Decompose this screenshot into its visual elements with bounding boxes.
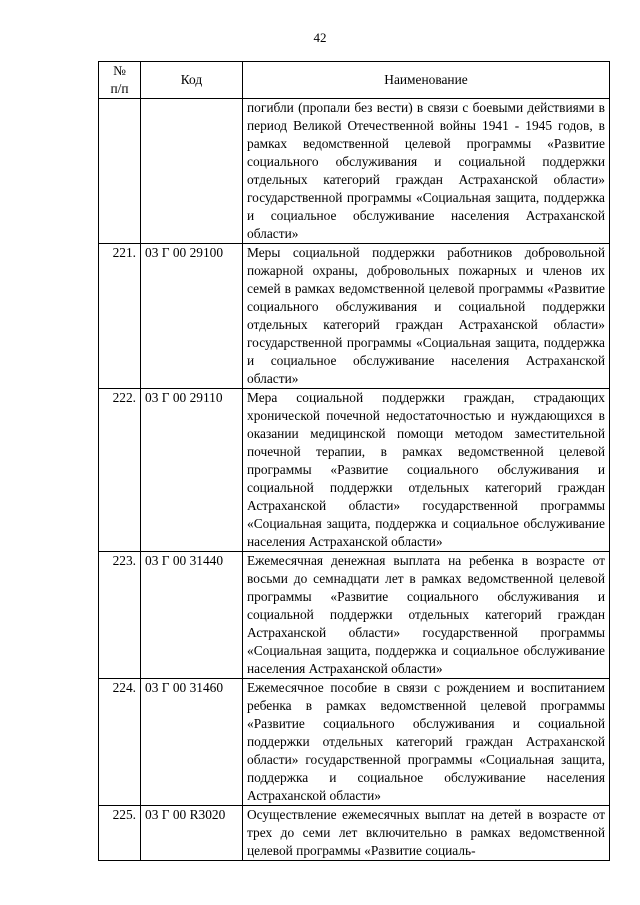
row-name: Ежемесячная денежная выплата на ребенка в возрасте от восьми до семнадцати лет в рамках ведомственной целевой программы «Развитие социального обслуживания и социальной поддержки отдельных категорий граждан Астраханской области» государственной программы «Социальная защита, поддержка и социальное обслуживание населения Астраханской области» [243,552,610,679]
row-code: 03 Г 00 31460 [141,679,243,806]
row-code [141,99,243,244]
header-code: Код [141,62,243,99]
row-name: погибли (пропали без вести) в связи с боевыми действиями в период Великой Отечественной войны 1941 - 1945 годов, в рамках ведомственной целевой программы «Развитие социального обслуживания и социальной поддержки отдельных категорий граждан Астраханской области» государственной программы «Социальная защита, поддержка и социальное обслуживание населения Астраханской области» [243,99,610,244]
row-number: 224. [99,679,141,806]
row-name: Осуществление ежемесячных выплат на детей в возрасте от трех до семи лет включительно в рамках ведомственной целевой программы «Развитие социаль- [243,806,610,861]
table-row [99,389,610,552]
header-num: № п/п [99,62,141,99]
row-code: 03 Г 00 31440 [141,552,243,679]
row-name: Ежемесячное пособие в связи с рождением и воспитанием ребенка в рамках ведомственной целевой программы «Развитие социального обслуживания и социальной поддержки отдельных категорий граждан Астраханской области» государственной программы «Социальная защита, поддержка и социальное обслуживание населения Астраханской области» [243,679,610,806]
row-name: Мера социальной поддержки граждан, страдающих хронической почечной недостаточностью и нуждающихся в оказании медицинской помощи методом заместительной почечной терапии, в рамках ведомственной целевой программы «Развитие социального обслуживания и социальной поддержки отдельных категорий граждан Астраханской области» государственной программы «Социальная защита, поддержка и социальное обслуживание населения Астраханской области» [243,389,610,552]
table-row [99,679,610,806]
row-code: 03 Г 00 29110 [141,389,243,552]
row-number: 221. [99,244,141,389]
row-number: 223. [99,552,141,679]
row-number: 222. [99,389,141,552]
table-row [99,552,610,679]
row-number: 225. [99,806,141,861]
budget-codes-table [98,61,610,861]
table-row [99,99,610,244]
row-code: 03 Г 00 R3020 [141,806,243,861]
header-name: Наименование [243,62,610,99]
row-code: 03 Г 00 29100 [141,244,243,389]
row-number [99,99,141,244]
table-row [99,244,610,389]
table-row [99,806,610,861]
page-number: 42 [313,30,327,45]
table-header-row [99,62,610,99]
row-name: Меры социальной поддержки работников добровольной пожарной охраны, добровольных пожарных и членов их семей в рамках ведомственной целевой программы «Развитие социального обслуживания и социальной поддержки отдельных категорий граждан Астраханской области» государственной программы «Социальная защита, поддержка и социальное обслуживание населения Астраханской области» [243,244,610,389]
